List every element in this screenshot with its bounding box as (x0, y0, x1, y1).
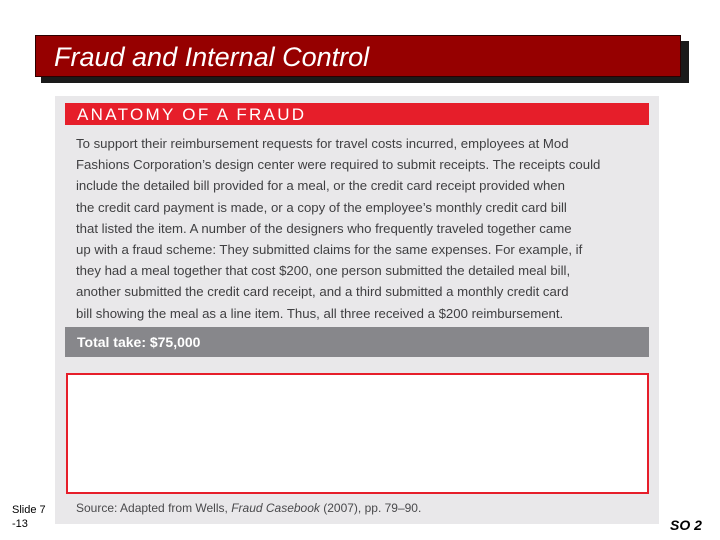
panel-header-label: ANATOMY OF A FRAUD (77, 105, 307, 124)
story-line: that listed the item. A number of the designers who frequently traveled together came (76, 220, 572, 236)
story-line: Fashions Corporation’s design center were required to submit receipts. The receipts could (76, 157, 601, 173)
story-line: another submitted the credit card receipt, and a third submitted a monthly credit card (76, 284, 569, 300)
story-line: up with a fraud scheme: They submitted claims for the same expenses. For example, if (76, 242, 583, 258)
total-take-label: Total take: $75,000 (77, 334, 201, 350)
slide-number (12, 503, 46, 531)
story-line: To support their reimbursement requests for travel costs incurred, employees at Mod (76, 136, 569, 151)
source-citation (76, 501, 421, 515)
slide-title: Fraud and Internal Control (54, 42, 370, 72)
anatomy-of-fraud-panel (55, 96, 659, 524)
slide-number-line2: -13 (12, 518, 28, 530)
title-bar (35, 35, 681, 77)
story-line: include the detailed bill provided for a meal, or the credit card receipt provided when (76, 178, 565, 194)
story-line: they had a meal together that cost $200, one person submitted the detailed meal bill, (76, 263, 571, 279)
source-title: Fraud Casebook (231, 501, 320, 515)
fraud-story (76, 133, 651, 324)
panel-header (65, 103, 649, 125)
story-line: bill showing the meal as a line item. Thus, all three received a $200 reimbursement. (76, 305, 564, 321)
study-objective-label: SO 2 (670, 517, 702, 533)
source-suffix: (2007), pp. 79–90. (319, 501, 422, 515)
slide-number-line1: Slide 7 (12, 504, 46, 516)
answer-box (66, 373, 649, 494)
total-take-bar (65, 327, 649, 357)
story-line: the credit card payment is made, or a copy of the employee’s monthly credit card bill (76, 199, 567, 215)
source-prefix: Source: Adapted from Wells, (76, 501, 232, 515)
